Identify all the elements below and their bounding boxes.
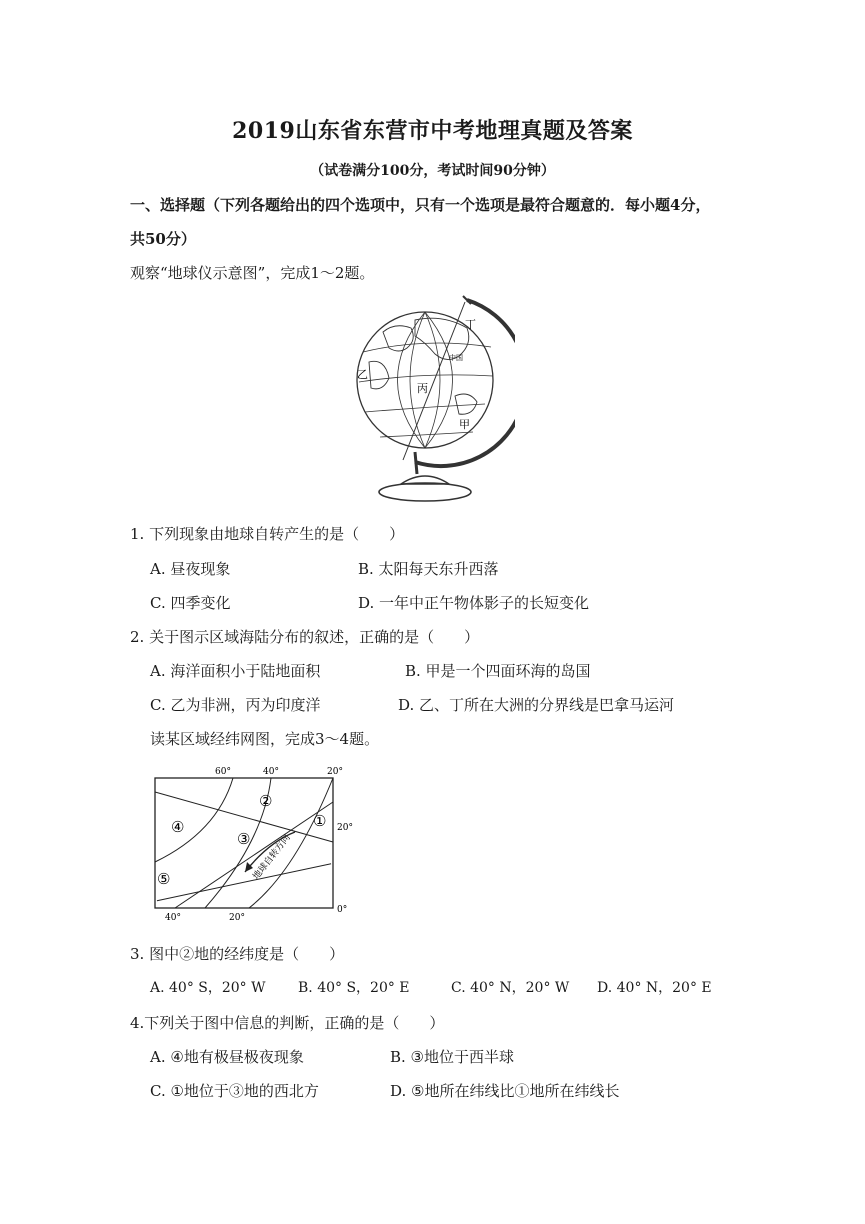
grid-label-top-60: 60° xyxy=(215,767,231,777)
continent-shape xyxy=(369,361,389,389)
q4-option-b: B. ③地位于西半球 xyxy=(390,1048,515,1066)
q1-option-b: B. 太阳每天东升西落 xyxy=(358,560,499,578)
section-heading-line2: 共50分） xyxy=(130,230,196,248)
page-title: 2019山东省东营市中考地理真题及答案 xyxy=(232,118,633,144)
globe-label-jia: 甲 xyxy=(459,418,470,431)
q2-option-d: D. 乙、丁所在大洲的分界线是巴拿马运河 xyxy=(398,696,675,714)
q2-option-b: B. 甲是一个四面环海的岛国 xyxy=(405,662,591,680)
q4-option-a: A. ④地有极昼极夜现象 xyxy=(150,1048,304,1066)
page-subtitle: （试卷满分100分，考试时间90分钟） xyxy=(310,163,555,179)
globe-label-bing: 丙 xyxy=(417,382,428,395)
globe-label-ding: 丁 xyxy=(465,318,476,331)
intro-globe: 观察“地球仪示意图”，完成1～2题。 xyxy=(130,264,375,282)
q3-option-c: C. 40° N，20° W xyxy=(451,980,570,996)
q1-stem: 1. 下列现象由地球自转产生的是（ ） xyxy=(130,525,405,543)
section-heading-line1: 一、选择题（下列各题给出的四个选项中，只有一个选项是最符合题意的．每小题4分， xyxy=(130,196,711,214)
q2-option-c: C. 乙为非洲，丙为印度洋 xyxy=(150,696,321,714)
q3-option-a: A. 40° S，20° W xyxy=(150,980,266,996)
grid-label-bottom-40: 40° xyxy=(165,913,181,923)
grid-label-right-0: 0° xyxy=(337,905,348,915)
grid-point-3: ③ xyxy=(237,830,251,848)
globe-label-yi: 乙 xyxy=(357,368,368,381)
q2-option-a: A. 海洋面积小于陆地面积 xyxy=(150,662,321,680)
q4-option-d: D. ⑤地所在纬线比①地所在纬线长 xyxy=(390,1082,620,1100)
continent-shape xyxy=(455,394,477,414)
latlong-grid-figure xyxy=(145,762,360,924)
q2-stem: 2. 关于图示区域海陆分布的叙述，正确的是（ ） xyxy=(130,628,480,646)
globe-label-china: 中国 xyxy=(449,354,463,362)
grid-point-4: ④ xyxy=(171,818,185,836)
globe-outline xyxy=(357,312,493,448)
globe-figure xyxy=(355,292,515,512)
grid-point-1: ① xyxy=(313,812,327,830)
grid-point-2: ② xyxy=(259,792,273,810)
q4-stem: 4.下列关于图中信息的判断，正确的是（ ） xyxy=(130,1014,445,1032)
q3-stem: 3. 图中②地的经纬度是（ ） xyxy=(130,945,345,963)
q1-option-a: A. 昼夜现象 xyxy=(150,560,231,578)
q3-option-b: B. 40° S，20° E xyxy=(298,980,410,996)
grid-label-top-40: 40° xyxy=(263,767,279,777)
q1-option-c: C. 四季变化 xyxy=(150,594,231,612)
grid-label-top-20: 20° xyxy=(327,767,343,777)
grid-point-5: ⑤ xyxy=(157,870,171,888)
grid-label-bottom-20: 20° xyxy=(229,913,245,923)
grid-label-right-20: 20° xyxy=(337,823,353,833)
rotation-arrow-label: 地球自转方向 xyxy=(251,833,293,882)
intro-grid: 读某区域经纬网图，完成3～4题。 xyxy=(150,730,380,748)
q4-option-c: C. ①地位于③地的西北方 xyxy=(150,1082,319,1100)
q1-option-d: D. 一年中正午物体影子的长短变化 xyxy=(358,594,590,612)
q3-option-d: D. 40° N，20° E xyxy=(597,980,712,996)
